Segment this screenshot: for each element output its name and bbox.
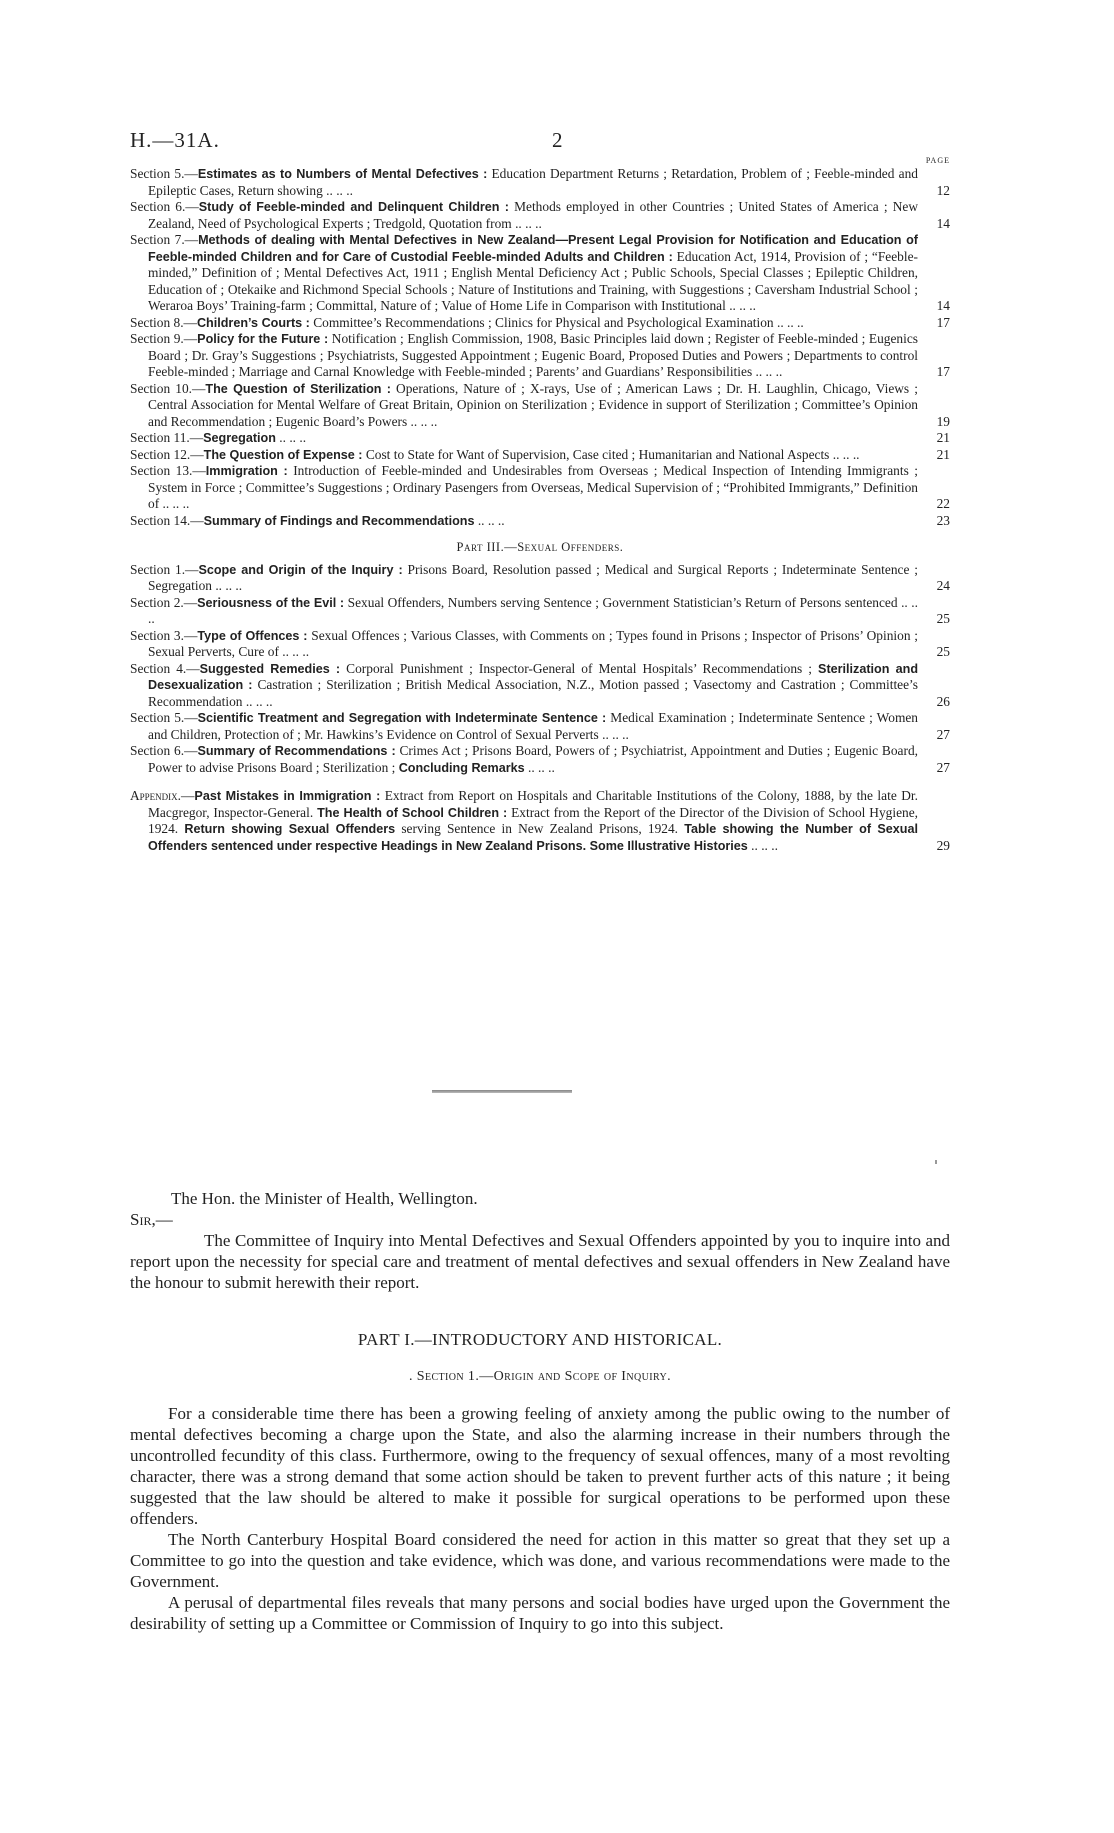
toc-page-ref: 14	[936, 298, 950, 313]
toc-entry-title: Type of Offences :	[197, 628, 308, 643]
toc-entry-text: Medical Examination ; Indeterminate Sentence ; Women and Children, Protection of ; Mr. Hawkins’s Evidence on Control of Sexual Perverts	[148, 710, 918, 742]
toc-entry-title-2: Sterilization and Desexualization :	[148, 661, 919, 692]
document-page	[130, 128, 950, 854]
toc-entry-p3s2: Section 2.—Seriousness of the Evil : Sexual Offenders, Numbers serving Sentence ; Government Statistician’s Return of Persons sentenced .. .. .. 25	[130, 594, 950, 626]
toc-entry-title: Study of Feeble-minded and Delinquent Children :	[198, 200, 509, 214]
toc-entry-text: Crimes Act ; Prisons Board, Powers of ; Psychiatrist, Appointment and Duties ; Eugenic Board, Power to advise Prisons Board ; Sterilization ;	[148, 743, 918, 775]
toc-entry-s14: Section 14.—Summary of Findings and Recommendations .. .. .. 23	[130, 512, 950, 528]
toc-entry-prefix: Section 3.—	[130, 627, 198, 643]
toc-entry-title: Scientific Treatment and Segregation with Indeterminate Sentence :	[197, 711, 607, 725]
toc-entry-prefix: Section 11.—	[130, 430, 204, 445]
toc-page-ref: 22	[936, 496, 950, 511]
appendix-title-3: Return showing Sexual Offenders	[184, 822, 396, 836]
toc-entry-prefix: Section 5.—	[130, 166, 198, 181]
part-one-heading: PART I.—INTRODUCTORY AND HISTORICAL.	[357, 1330, 723, 1349]
toc-entry-p3s6: Section 6.—Summary of Recommendations : Crimes Act ; Prisons Board, Powers of ; Psychiatrist, Appointment and Duties ; Eugenic Board, Power to advise Prisons Board ; Sterilization ; Concluding Remarks .. .. .. 27	[130, 743, 950, 775]
toc-entry-text: Methods employed in other Countries ; United States of America ; New Zealand, Need of Psychological Experts ; Tredgold, Quotation from	[148, 199, 918, 231]
appendix-title-2: The Health of School Children :	[317, 805, 508, 820]
toc-entry-prefix: Section 1.—	[130, 561, 199, 577]
toc-entry-s5: Section 5.—Estimates as to Numbers of Mental Defectives : Education Department Returns ; Retardation, Problem of ; Feeble-minded and Epileptic Cases, Return showing .. .. .. 12	[130, 166, 950, 198]
page-header	[130, 128, 950, 154]
toc-entry-text: Education Department Returns ; Retardation, Problem of ; Feeble-minded and Epileptic Cases, Return showing	[148, 166, 918, 198]
toc-page-ref: 23	[936, 512, 950, 528]
toc-page-ref: 14	[936, 215, 950, 231]
toc-appendix-entry: Appendix.—Past Mistakes in Immigration : Extract from Report on Hospitals and Charitable Institutions of the Colony, 1888, by the late Dr. Macgregor, Inspector-General. The Health of School Children : Extract from the Report of the Director of the Division of School Hygiene, 1924. Return showing Sexual Offenders serving Sentence in New Zealand Prisons, 1924. Table showing the Number of Sexual Offenders sentenced under respective Headings in New Zealand Prisons. Some Illustrative Histories .. .. .. 29	[130, 788, 950, 853]
toc-entry-title: The Question of Expense :	[203, 447, 363, 462]
page-number: 2	[552, 128, 563, 152]
toc-entry-s6: Section 6.—Study of Feeble-minded and Delinquent Children : Methods employed in other Countries ; United States of America ; New Zealand, Need of Psychological Experts ; Tredgold, Quotation from .. .. .. 14	[130, 199, 950, 231]
toc-page-ref: 29	[936, 837, 950, 853]
toc-entry-title: Segregation	[203, 431, 276, 445]
toc-entry-text: Operations, Nature of ; X-rays, Use of ; American Laws ; Dr. H. Laughlin, Chicago, Views ; Central Association for Mental Welfare of Great Britain, Opinion on Sterilization ; Evidence in support of Sterilization ; Committee’s Opinion and Recommendation ; Eugenic Board’s Powers	[148, 380, 918, 429]
toc-entry-s9: Section 9.—Policy for the Future : Notification ; English Commission, 1908, Basic Principles laid down ; Register of Feeble-minded ; Eugenics Board ; Dr. Gray’s Suggestions ; Psychiatrists, Suggested Appointment ; Eugenic Board, Proposed Duties and Powers ; Departments to control Feeble-minded ; Marriage and Carnal Knowledge with Feeble-minded ; Parents’ and Guardians’ Responsibilities .. .. .. 17	[130, 331, 950, 379]
toc-page-ref: 25	[936, 611, 950, 626]
toc-entry-prefix: Section 5.—	[130, 710, 198, 725]
toc-entry-s10: Section 10.—The Question of Sterilization : Operations, Nature of ; X-rays, Use of ; American Laws ; Dr. H. Laughlin, Chicago, Views ; Central Association for Mental Welfare of Great Britain, Opinion on Sterilization ; Evidence in support of Sterilization ; Committee’s Opinion and Recommendation ; Eugenic Board’s Powers .. .. .. 19	[130, 380, 950, 429]
appendix-title: Past Mistakes in Immigration :	[194, 789, 381, 803]
toc-entry-prefix: Section 6.—	[130, 199, 199, 214]
toc-entry-prefix: Section 8.—	[130, 314, 197, 330]
toc-page-ref: 12	[936, 182, 950, 198]
toc-entry-prefix: Section 6.—	[130, 743, 198, 758]
toc-entry-title: Children’s Courts :	[196, 315, 310, 330]
toc-entry-text: Sexual Offences ; Various Classes, with Comments on ; Types found in Prisons ; Inspector of Prisons’ Opinion ; Sexual Perverts, Cure of	[148, 627, 918, 659]
toc-entry-p3s3: Section 3.—Type of Offences : Sexual Offences ; Various Classes, with Comments on ; Types found in Prisons ; Inspector of Prisons’ Opinion ; Sexual Perverts, Cure of .. .. .. 25	[130, 627, 950, 659]
toc-entry-p3s5: Section 5.—Scientific Treatment and Segregation with Indeterminate Sentence : Medical Examination ; Indeterminate Sentence ; Women and Children, Protection of ; Mr. Hawkins’s Evidence on Control of Sexual Perverts .. .. .. 27	[130, 710, 950, 742]
toc-entry-prefix: Section 12.—	[130, 446, 204, 462]
report-body	[130, 1188, 950, 1634]
appendix-text: Extract from Report on Hospitals and Charitable Institutions of the Colony, 1888, by the late Dr. Macgregor, Inspector-General.	[148, 788, 918, 820]
appendix-prefix: Appendix.—	[130, 788, 195, 803]
toc-entry-title-2: Concluding Remarks	[398, 760, 525, 775]
toc-page-ref: 27	[936, 759, 950, 775]
salutation: Sir,—	[130, 1210, 173, 1229]
section-one-heading: . Section 1.—Origin and Scope of Inquiry.	[408, 1369, 672, 1384]
toc-entry-p3s1: Section 1.—Scope and Origin of the Inquiry : Prisons Board, Resolution passed ; Medical and Surgical Reports ; Indeterminate Sentence ; Segregation .. .. .. 24	[130, 561, 950, 593]
appendix-title-4: Table showing the Number of Sexual Offenders sentenced under respective Headings in New Zealand Prisons. Some Illustrative Histories	[148, 822, 918, 853]
part-three-heading: Part III.—Sexual Offenders.	[456, 540, 624, 554]
toc-entry-prefix: Section 2.—	[130, 594, 198, 610]
toc-entry-s11: Section 11.—Segregation .. .. .. 21	[130, 430, 950, 445]
body-paragraph: For a considerable time there has been a growing feeling of anxiety among the public owing to the number of mental defectives becoming a charge upon the State, and also the alarming increase in their numbers through the uncontrolled fecundity of this class. Furthermore, owing to the frequency of sexual offences, many of a most revolting character, there was a strong demand that some action should be taken to prevent further acts of this nature ; it being suggested that the law should be altered to make it possible for surgical operations to be performed upon these offenders.	[130, 1404, 950, 1528]
toc-entry-title: Estimates as to Numbers of Mental Defectives :	[197, 167, 488, 181]
toc-entry-text: Prisons Board, Resolution passed ; Medical and Surgical Reports ; Indeterminate Sentence ; Segregation	[148, 561, 918, 593]
toc-entry-text: Introduction of Feeble-minded and Undesirables from Overseas ; Medical Inspection of Intending Immigrants ; System in Force ; Committee’s Suggestions ; Ordinary Pasengers from Overseas, Medical Supervision of ; “Prohibited Immigrants,” Definition of	[148, 463, 918, 511]
opening-paragraph: The Committee of Inquiry into Mental Defectives and Sexual Offenders appointed by you to inquire into and report upon the necessity for special care and treatment of mental defectives and sexual offenders in New Zealand have the honour to submit herewith their report.	[130, 1231, 950, 1292]
print-mark	[935, 1160, 937, 1164]
toc-entry-title: Suggested Remedies :	[199, 661, 341, 676]
toc-entry-title: Methods of dealing with Mental Defectives in New Zealand—Present Legal Provision for Notification and Education of Feeble-minded Children and for Care of Custodial Feeble-minded Adults and Children :	[148, 233, 918, 264]
toc-page-ref: 25	[936, 644, 950, 659]
toc-entry-text: Cost to State for Want of Supervision, Case cited ; Humanitarian and National Aspects	[362, 446, 830, 462]
body-paragraph: A perusal of departmental files reveals that many persons and social bodies have urged upon the Government the desirability of setting up a Committee or Commission of Inquiry to go into this subject.	[130, 1593, 950, 1633]
toc-entry-title: Summary of Recommendations :	[197, 744, 396, 758]
toc-entry-prefix: Section 13.—	[130, 463, 206, 478]
toc-entry-text: Corporal Punishment ; Inspector-General of Mental Hospitals’ Recommendations ;	[340, 660, 819, 676]
toc-entry-s7: Section 7.—Methods of dealing with Mental Defectives in New Zealand—Present Legal Provision for Notification and Education of Feeble-minded Children and for Care of Custodial Feeble-minded Adults and Children : Education Act, 1914, Provision of ; “Feeble-minded,” Definition of ; Mental Defectives Act, 1911 ; English Mental Deficiency Act ; Public Schools, Special Classes ; Epileptic Children, Education of ; Otekaike and Richmond Special Schools ; Nature of Institutions and Training, with Suggestions ; Caversham Industrial School ; Weraroa Boys’ Training-farm ; Committal, Nature of ; Value of Home Life in Comparison with Institutional .. .. .. 14	[130, 232, 950, 313]
toc-entry-prefix: Section 7.—	[130, 232, 199, 247]
toc-entry-text: Sexual Offenders, Numbers serving Sentence ; Government Statistician’s Return of Persons sentenced	[344, 594, 898, 610]
toc-page-ref: 21	[936, 430, 950, 445]
toc-entry-prefix: Section 10.—	[130, 380, 206, 396]
toc-page-ref: 26	[936, 693, 950, 709]
toc-entry-prefix: Section 14.—	[130, 512, 204, 528]
document-reference: H.—31A.	[130, 128, 220, 152]
table-of-contents	[130, 166, 950, 854]
toc-entry-s8: Section 8.—Children’s Courts : Committee’s Recommendations ; Clinics for Physical and Psychological Examination .. .. .. 17	[130, 314, 950, 330]
toc-page-ref: 17	[936, 314, 950, 330]
toc-page-column-label: PAGE	[925, 156, 950, 165]
section-divider-rule	[432, 1090, 572, 1093]
appendix-text-3: serving Sentence in New Zealand Prisons, 1924.	[395, 821, 685, 836]
toc-entry-title: Summary of Findings and Recommendations	[203, 513, 475, 528]
body-paragraph: The North Canterbury Hospital Board considered the need for action in this matter so great that they set up a Committee to go into the question and take evidence, which was done, and various recommendations were made to the Government.	[130, 1530, 950, 1591]
toc-entry-title: The Question of Sterilization :	[205, 381, 391, 396]
toc-entry-title: Scope and Origin of the Inquiry :	[198, 562, 403, 577]
toc-entry-text: Committee’s Recommendations ; Clinics for Physical and Psychological Examination	[309, 314, 774, 330]
toc-entry-prefix: Section 9.—	[130, 331, 198, 346]
toc-entry-text: Notification ; English Commission, 1908, Basic Principles laid down ; Register of Feeble-minded ; Eugenics Board ; Dr. Gray’s Suggestions ; Psychiatrists, Suggested Appointment ; Eugenic Board, Proposed Duties and Powers ; Departments to control Feeble-minded ; Marriage and Carnal Knowledge with Feeble-minded ; Parents’ and Guardians’ Responsibilities	[148, 331, 918, 379]
toc-entry-text: Education Act, 1914, Provision of ; “Feeble-minded,” Definition of ; Mental Defectives Act, 1911 ; English Mental Deficiency Act ; Public Schools, Special Classes ; Epileptic Children, Education of ; Otekaike and Richmond Special Schools ; Nature of Institutions and Training, with Suggestions ; Caversham Industrial School ; Weraroa Boys’ Training-farm ; Committal, Nature of ; Value of Home Life in Comparison with Institutional	[148, 248, 918, 313]
toc-page-ref: 21	[936, 446, 950, 462]
toc-entry-s13: Section 13.—Immigration : Introduction of Feeble-minded and Undesirables from Overseas ; Medical Inspection of Intending Immigrants ; System in Force ; Committee’s Suggestions ; Ordinary Pasengers from Overseas, Medical Supervision of ; “Prohibited Immigrants,” Definition of .. .. .. 22	[130, 463, 950, 511]
toc-entry-title: Policy for the Future :	[197, 332, 329, 346]
appendix-text-2: Extract from the Report of the Director of the Division of School Hygiene, 1924.	[148, 804, 918, 836]
toc-page-ref: 27	[936, 726, 950, 742]
toc-entry-s12: Section 12.—The Question of Expense : Cost to State for Want of Supervision, Case cited ; Humanitarian and National Aspects .. .. .. 21	[130, 446, 950, 462]
toc-page-ref: 17	[936, 364, 950, 379]
toc-part-two	[130, 166, 950, 529]
toc-entry-text-2: Castration ; Sterilization ; British Medical Association, N.Z., Motion passed ; Vasectomy and Castration ; Committee’s Recommendation	[148, 677, 918, 709]
toc-entry-prefix: Section 4.—	[130, 660, 200, 676]
toc-page-ref: 19	[936, 413, 950, 429]
toc-entry-title: Immigration :	[205, 464, 288, 478]
addressee: The Hon. the Minister of Health, Wellington.	[171, 1189, 478, 1208]
toc-part-three	[130, 562, 950, 777]
toc-page-ref: 24	[936, 578, 950, 593]
toc-entry-p3s4: Section 4.—Suggested Remedies : Corporal Punishment ; Inspector-General of Mental Hospitals’ Recommendations ; Sterilization and Desexualization : Castration ; Sterilization ; British Medical Association, N.Z., Motion passed ; Vasectomy and Castration ; Committee’s Recommendation .. .. .. 26	[130, 660, 950, 709]
toc-entry-title: Seriousness of the Evil :	[197, 595, 345, 610]
